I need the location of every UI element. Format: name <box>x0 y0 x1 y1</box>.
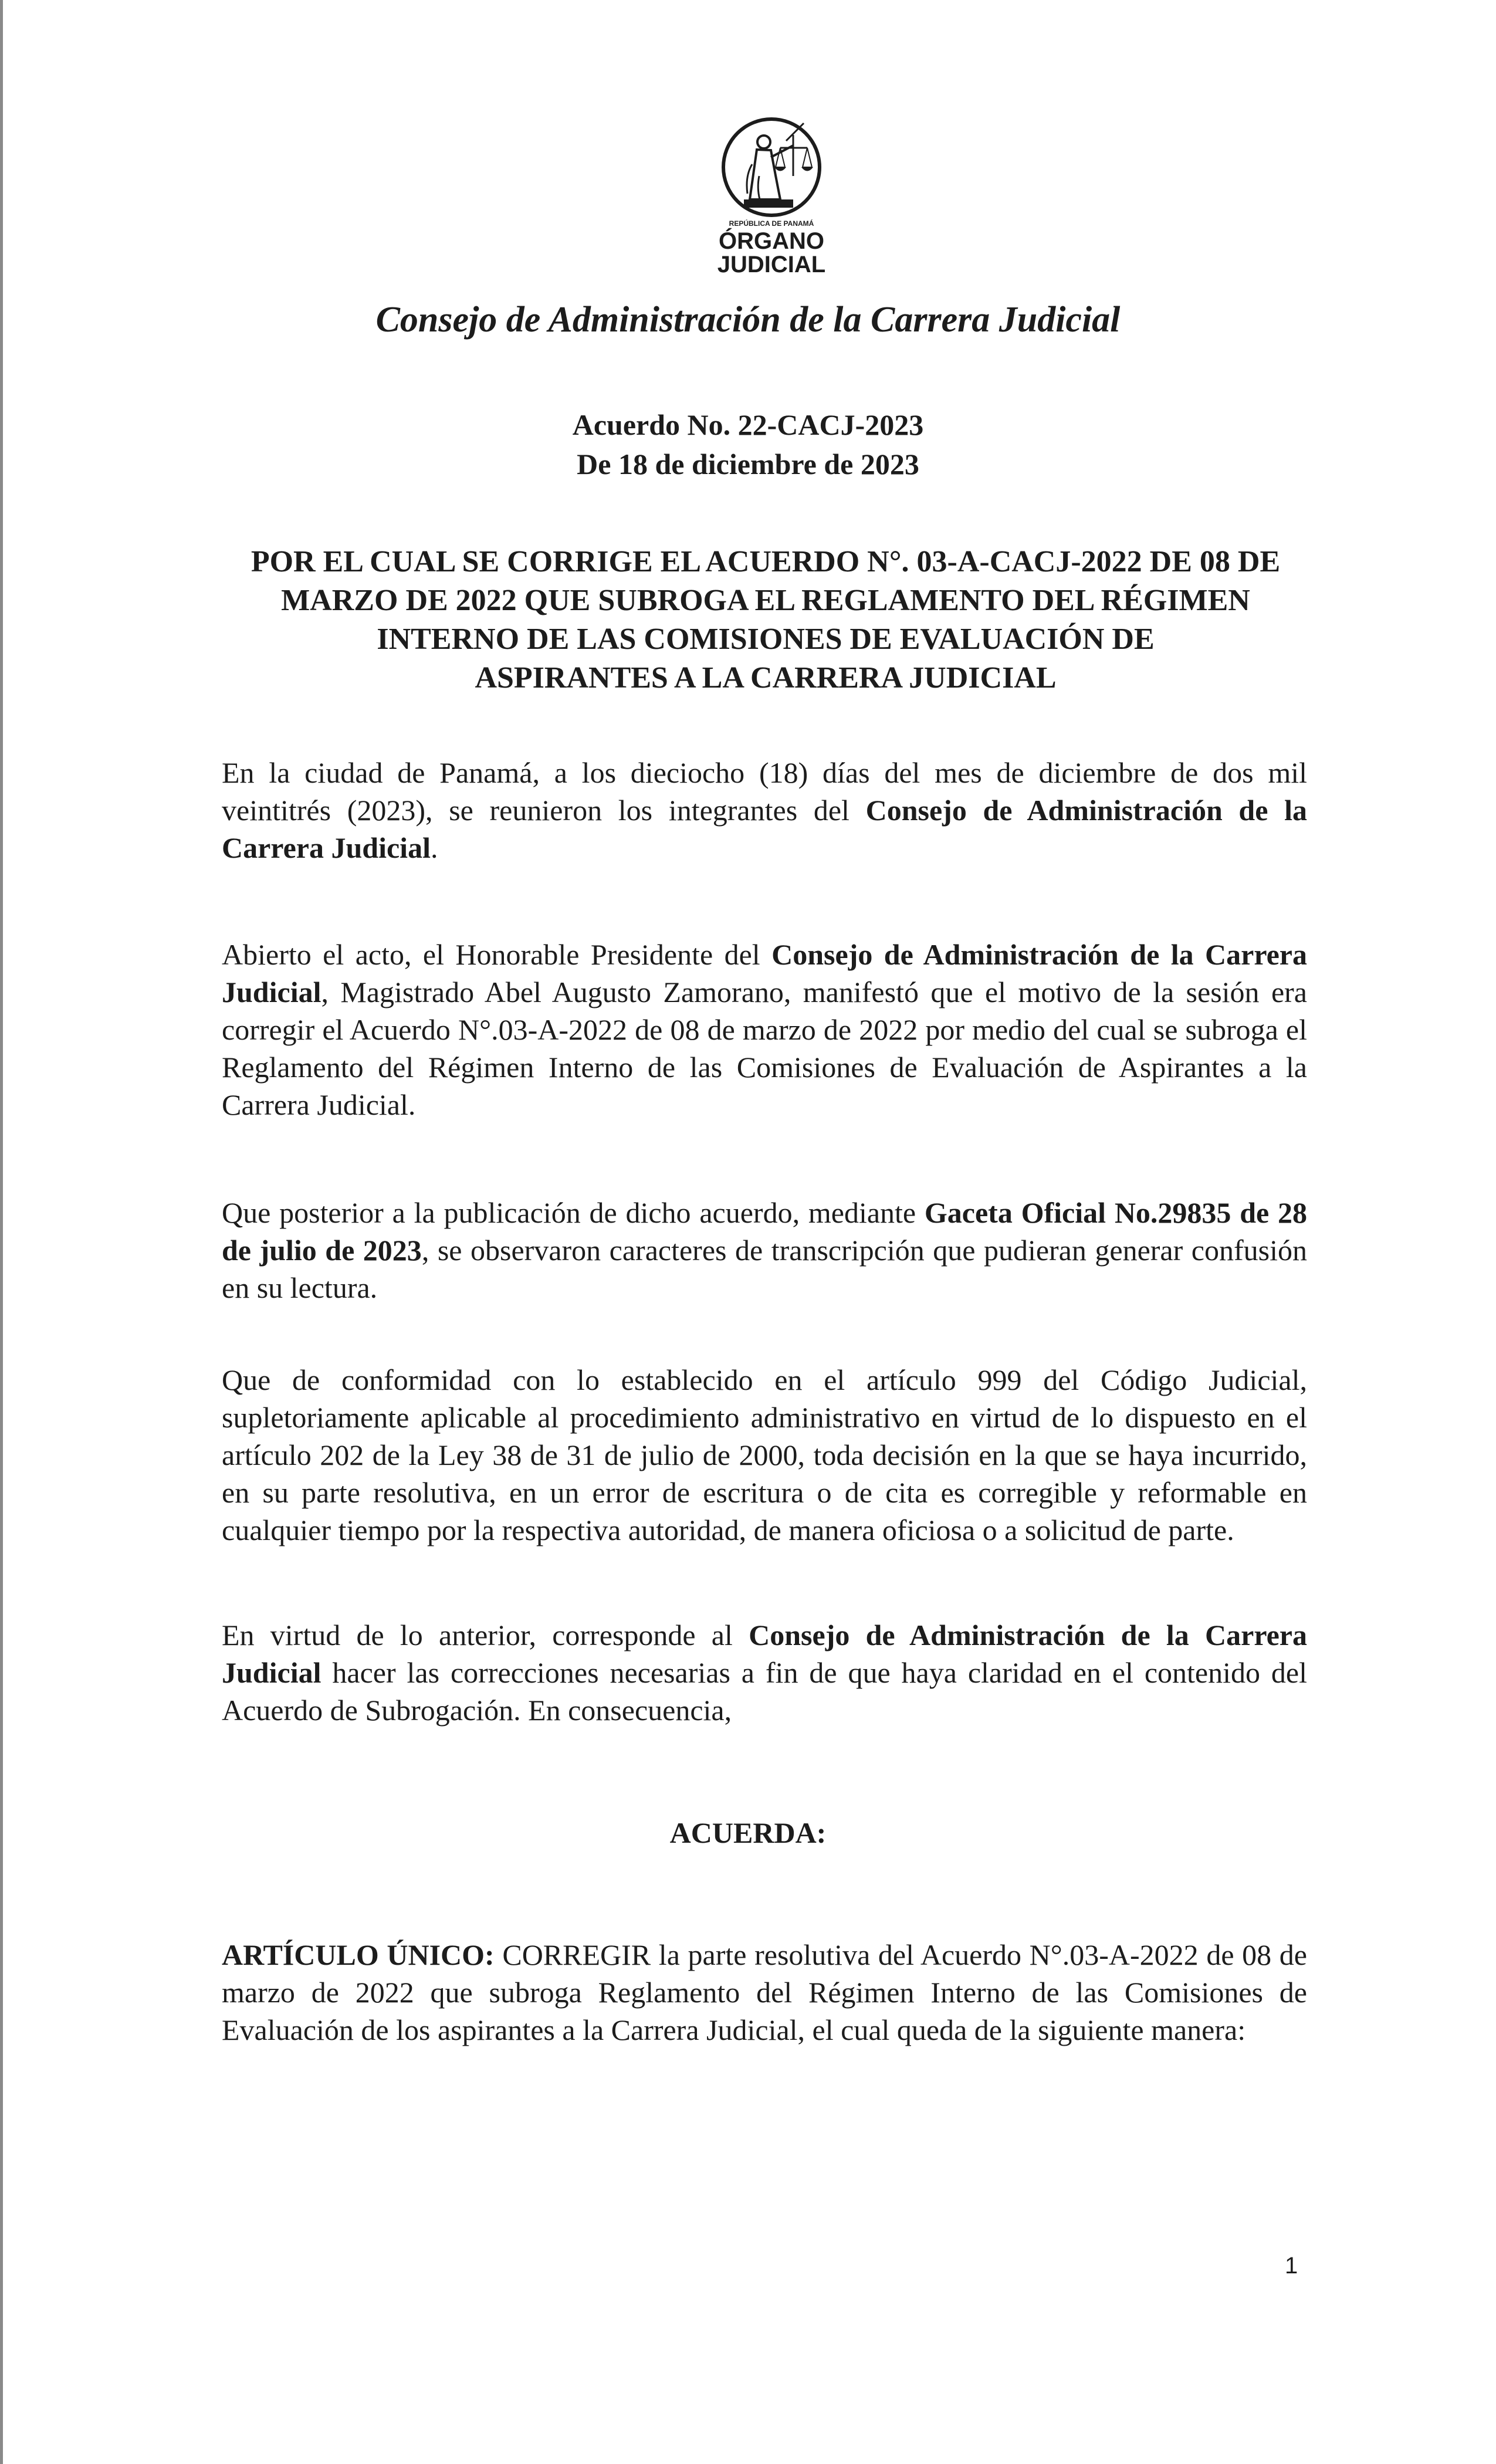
logo-line1: ÓRGANO <box>719 228 824 254</box>
title-line-1: POR EL CUAL SE CORRIGE EL ACUERDO N°. 03-A-CACJ-2022 DE 08 DE <box>251 545 1281 578</box>
paragraph-3 <box>222 1194 1307 1307</box>
p5-end: hacer las correcciones necesarias a fin de que haya claridad en el contenido del Acuerdo de Subrogación. En consecuencia, <box>222 1656 1307 1727</box>
title-line-2: MARZO DE 2022 QUE SUBROGA EL REGLAMENTO DEL RÉGIMEN <box>281 584 1250 617</box>
title-line-4: ASPIRANTES A LA CARRERA JUDICIAL <box>475 661 1057 695</box>
p3-end: , se observaron caracteres de transcripción que pudieran generar confusión en su lectura. <box>222 1234 1307 1304</box>
acuerda-heading: ACUERDA: <box>669 1816 827 1849</box>
agreement-number: Acuerdo No. 22-CACJ-2023 <box>572 408 924 441</box>
agreement-title <box>223 543 1308 698</box>
p2-bold: Consejo de Administración de la Carrera Judicial <box>222 938 1307 1008</box>
organo-judicial-logo <box>698 111 845 276</box>
page-edge <box>0 0 3 2464</box>
agreement-date: De 18 de diciembre de 2023 <box>577 448 919 480</box>
p1-end: . <box>430 831 438 864</box>
p1-bold: Consejo de Administración de la Carrera Judicial <box>222 794 1308 864</box>
article-unico <box>222 1936 1307 2049</box>
logo-republic-text: REPÚBLICA DE PANAMÁ <box>729 219 814 228</box>
article-label: ARTÍCULO ÚNICO: <box>222 1938 495 1971</box>
paragraph-2 <box>222 936 1307 1123</box>
p2-end: , Magistrado Abel Augusto Zamorano, manifestó que el motivo de la sesión era corregir el Acuerdo N°.03-A-2022 de 08 de marzo de 2022 por medio del cual se subroga el Reglamento del Régimen Interno de las Comisiones de Evaluación de Aspirantes a la Carrera Judicial. <box>222 976 1307 1121</box>
paragraph-4: Que de conformidad con lo establecido en el artículo 999 del Código Judicial, supletoriamente aplicable al procedimiento administrativo en virtud de lo dispuesto en el artículo 202 de la Ley 38 de 31 de julio de 2000, toda decisión en la que se haya incurrido, en su parte resolutiva, en un error de escritura o de cita es corregible y reformable en cualquier tiempo por la respectiva autoridad, de manera oficiosa o a solicitud de parte. <box>222 1363 1307 1546</box>
title-line-3: INTERNO DE LAS COMISIONES DE EVALUACIÓN DE <box>377 622 1155 656</box>
logo-line2: JUDICIAL <box>717 252 826 276</box>
p1-text: En la ciudad de Panamá, a los dieciocho (18) días del mes de diciembre de dos mil veintitrés (2023), se reunieron los integrantes del <box>222 756 1307 827</box>
p2-text: Abierto el acto, el Honorable Presidente del <box>222 938 772 971</box>
p5-bold: Consejo de Administración de la Carrera Judicial <box>222 1619 1307 1689</box>
council-name: Consejo de Administración de la Carrera Judicial <box>375 300 1121 340</box>
p3-text: Que posterior a la publicación de dicho acuerdo, mediante <box>222 1196 925 1229</box>
p5-text: En virtud de lo anterior, corresponde al <box>222 1619 749 1651</box>
page-number: 1 <box>1285 2253 1298 2279</box>
justice-seal-icon <box>698 111 845 276</box>
paragraph-5 <box>222 1616 1307 1729</box>
article-text: CORREGIR la parte resolutiva del Acuerdo N°.03-A-2022 de 08 de marzo de 2022 que subroga Reglamento del Régimen Interno de las Comisiones de Evaluación de los aspirantes a la Carrera Judicial, el cual queda de la siguiente manera: <box>222 1938 1307 2046</box>
paragraph-1 <box>222 754 1307 867</box>
p3-bold: Gaceta Oficial No.29835 de 28 de julio de 2023 <box>222 1196 1307 1267</box>
